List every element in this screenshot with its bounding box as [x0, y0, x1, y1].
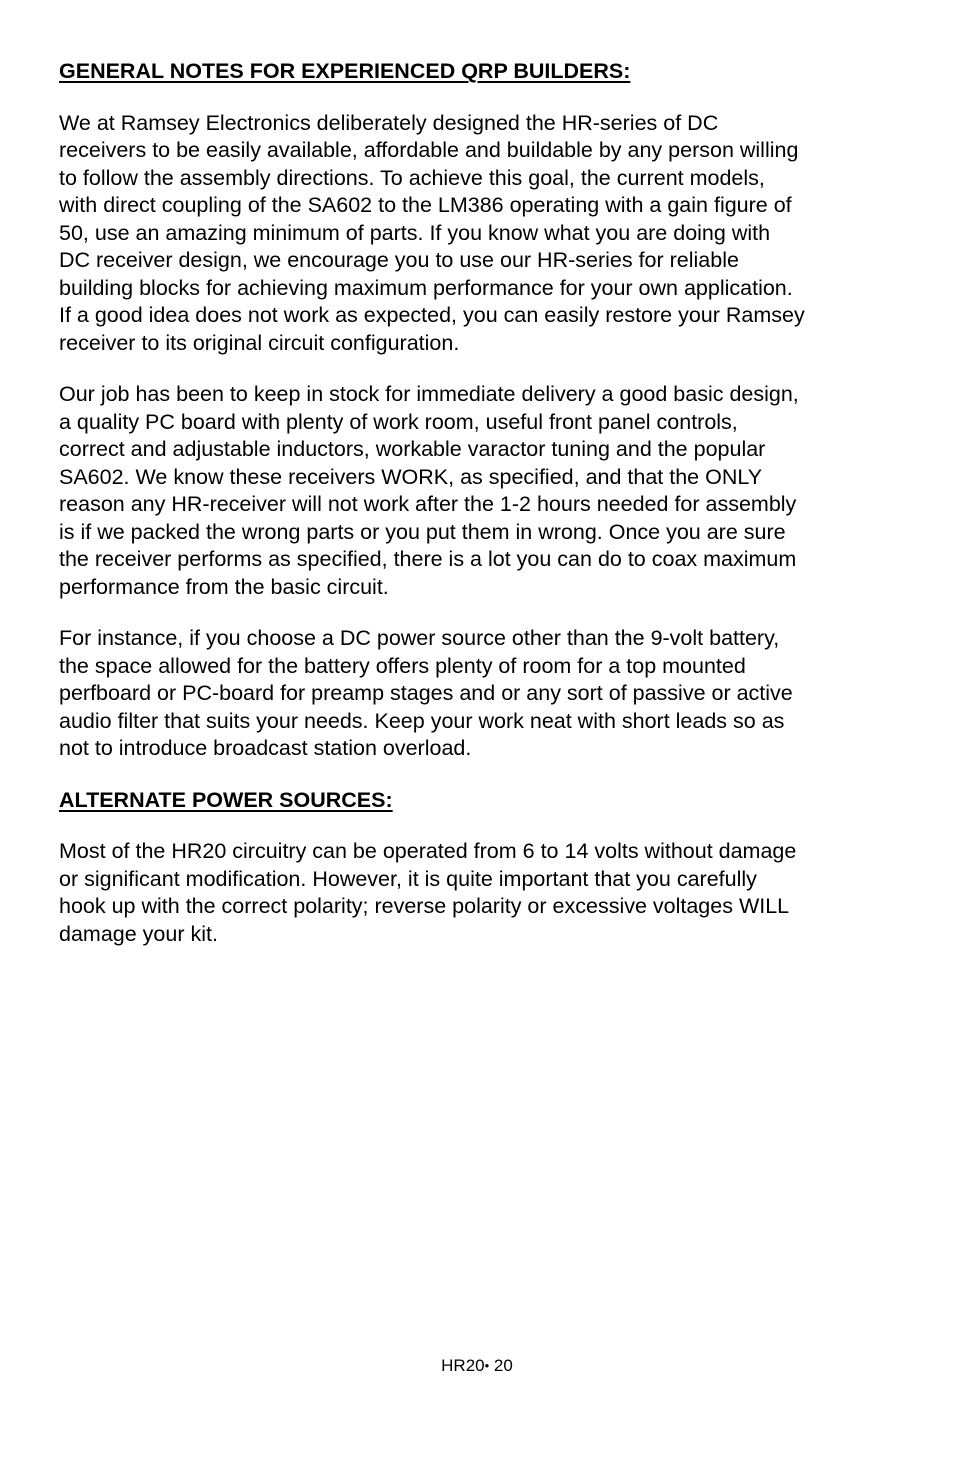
- text-line: correct and adjustable inductors, workable varactor tuning and the popular: [59, 437, 766, 461]
- text-line: the space allowed for the battery offers plenty of room for a top mounted: [59, 653, 746, 678]
- text-line: building blocks for achieving maximum performance for your own application.: [59, 275, 793, 300]
- text-line: receivers to be easily available, affordable and buildable by any person willing: [59, 138, 799, 162]
- section-heading: ALTERNATE POWER SOURCES:: [59, 787, 393, 812]
- footer-model: HR20: [441, 1356, 485, 1375]
- text-line: a quality PC board with plenty of work room, useful front panel controls,: [59, 409, 738, 434]
- page-footer: [0, 1355, 954, 1377]
- section-qrp-builders: [59, 58, 904, 763]
- paragraph: [59, 838, 904, 948]
- text-line: with direct coupling of the SA602 to the LM386 operating with a gain figure of: [59, 193, 792, 217]
- text-line: If a good idea does not work as expected, you can easily restore your Ramsey: [59, 303, 805, 327]
- text-line: hook up with the correct polarity; reverse polarity or excessive voltages WILL: [59, 894, 790, 918]
- text-line: audio filter that suits your needs. Keep your work neat with short leads so as: [59, 708, 785, 733]
- text-line: Our job has been to keep in stock for immediate delivery a good basic design,: [59, 382, 799, 406]
- paragraph: [59, 381, 904, 601]
- text-line: is if we packed the wrong parts or you put them in wrong. Once you are sure: [59, 519, 786, 544]
- text-line: to follow the assembly directions. To achieve this goal, the current models,: [59, 165, 765, 190]
- text-line: receiver to its original circuit configuration.: [59, 330, 460, 355]
- text-line: Most of the HR20 circuitry can be operated from 6 to 14 volts without damage: [59, 839, 797, 863]
- text-line: the receiver performs as specified, there is a lot you can do to coax maximum: [59, 547, 797, 571]
- text-line: SA602. We know these receivers WORK, as specified, and that the ONLY: [59, 464, 763, 489]
- text-line: performance from the basic circuit.: [59, 574, 389, 599]
- text-line: perfboard or PC-board for preamp stages and or any sort of passive or active: [59, 681, 793, 705]
- paragraph: [59, 110, 904, 358]
- text-line: or significant modification. However, it is quite important that you carefully: [59, 866, 757, 891]
- text-line: damage your kit.: [59, 921, 218, 946]
- text-line: DC receiver design, we encourage you to use our HR-series for reliable: [59, 248, 739, 272]
- section-alternate-power: [59, 787, 904, 949]
- text-line: For instance, if you choose a DC power source other than the 9-volt battery,: [59, 626, 780, 650]
- page-body: [59, 58, 904, 972]
- text-line: not to introduce broadcast station overload.: [59, 736, 472, 760]
- text-line: 50, use an amazing minimum of parts. If you know what you are doing with: [59, 220, 771, 245]
- text-line: We at Ramsey Electronics deliberately designed the HR-series of DC: [59, 110, 719, 135]
- text-line: reason any HR-receiver will not work after the 1-2 hours needed for assembly: [59, 492, 797, 516]
- footer-bullet: •: [484, 1358, 490, 1373]
- section-heading: GENERAL NOTES FOR EXPERIENCED QRP BUILDERS:: [59, 59, 631, 83]
- page-number: 20: [493, 1356, 513, 1375]
- paragraph: [59, 625, 904, 763]
